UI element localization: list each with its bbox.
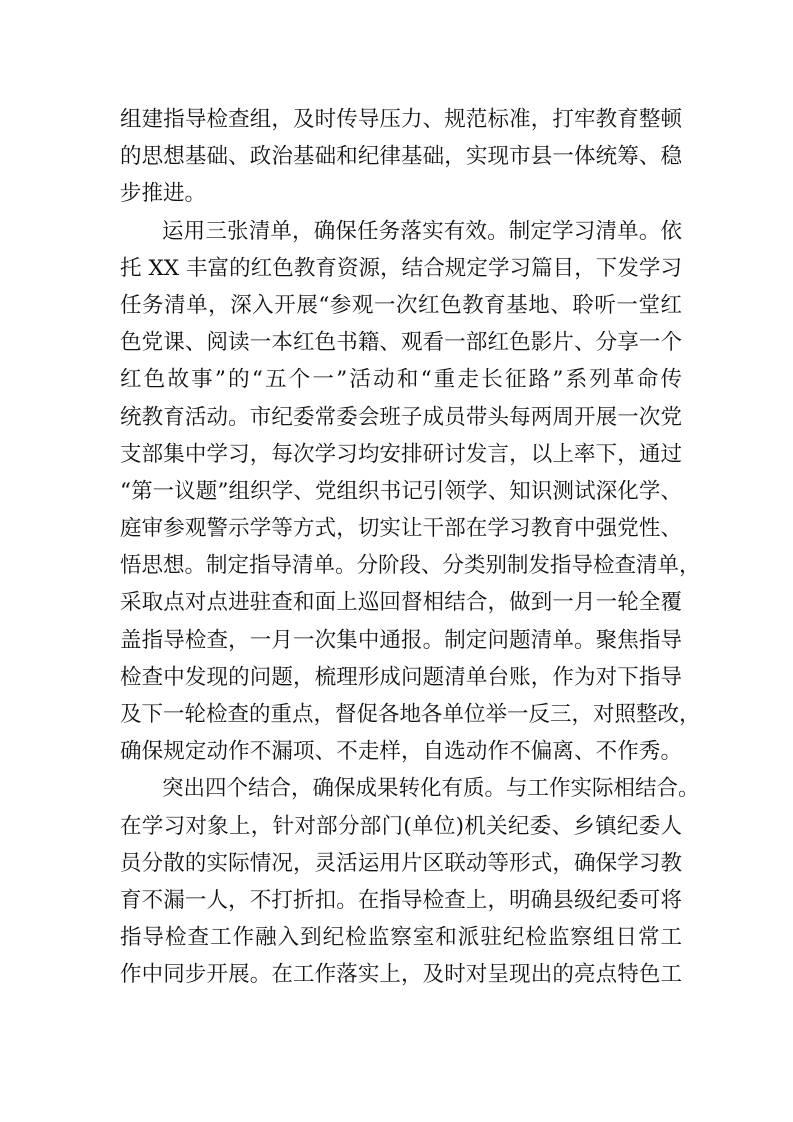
paragraph	[120, 101, 682, 213]
text-line: 确保规定动作不漏项、不走样，自选动作不偏离、不作秀。	[120, 739, 682, 765]
text-line: 指导检查工作融入到纪检监察室和派驻纪检监察组日常工	[120, 925, 682, 951]
text-line: 组建指导检查组，及时传导压力、规范标准，打牢教育整顿	[120, 107, 682, 132]
text-line: 步推进。	[120, 181, 207, 207]
text-line: 采取点对点进驻查和面上巡回督相结合，做到一月一轮全覆	[120, 590, 682, 616]
text-line: 的思想基础、政治基础和纪律基础，实现市县一体统筹、稳	[120, 144, 682, 170]
document-body	[120, 101, 701, 994]
text-line: “第一议题”组织学、党组织书记引领学、知识测试深化学、	[120, 478, 682, 504]
text-line: 及下一轮检查的重点，督促各地各单位举一反三，对照整改，	[120, 702, 701, 727]
text-line: 在学习对象上，针对部分部门(单位)机关纪委、乡镇纪委人	[120, 813, 682, 839]
paragraph	[120, 213, 701, 771]
text-line: 支部集中学习，每次学习均安排研讨发言，以上率下，通过	[120, 441, 682, 467]
text-line: 托 XX 丰富的红色教育资源，结合规定学习篇目，下发学习	[120, 255, 682, 281]
text-line: 色党课、阅读一本红色书籍、观看一部红色影片、分享一个	[120, 330, 682, 356]
text-line: 突出四个结合，确保成果转化有质。与工作实际相结合。	[162, 776, 700, 802]
paragraph	[120, 770, 700, 993]
text-line: 作中同步开展。在工作落实上，及时对呈现出的亮点特色工	[120, 962, 682, 988]
text-line: 运用三张清单，确保任务落实有效。制定学习清单。依	[162, 218, 682, 244]
text-line: 检查中发现的问题，梳理形成问题清单台账，作为对下指导	[120, 664, 682, 690]
text-line: 任务清单，深入开展“参观一次红色教育基地、聆听一堂红	[120, 292, 682, 318]
text-line: 盖指导检查，一月一次集中通报。制定问题清单。聚焦指导	[120, 627, 682, 653]
text-line: 红色故事”的“五个一”活动和“重走长征路”系列革命传	[120, 367, 682, 393]
text-line: 庭审参观警示学等方式，切实让干部在学习教育中强党性、	[120, 516, 682, 542]
text-line: 员分散的实际情况，灵活运用片区联动等形式，确保学习教	[120, 850, 682, 876]
text-line: 统教育活动。市纪委常委会班子成员带头每两周开展一次党	[120, 404, 682, 430]
text-line: 悟思想。制定指导清单。分阶段、分类别制发指导检查清单，	[120, 553, 701, 579]
text-line: 育不漏一人，不打折扣。在指导检查上，明确县级纪委可将	[120, 887, 682, 913]
